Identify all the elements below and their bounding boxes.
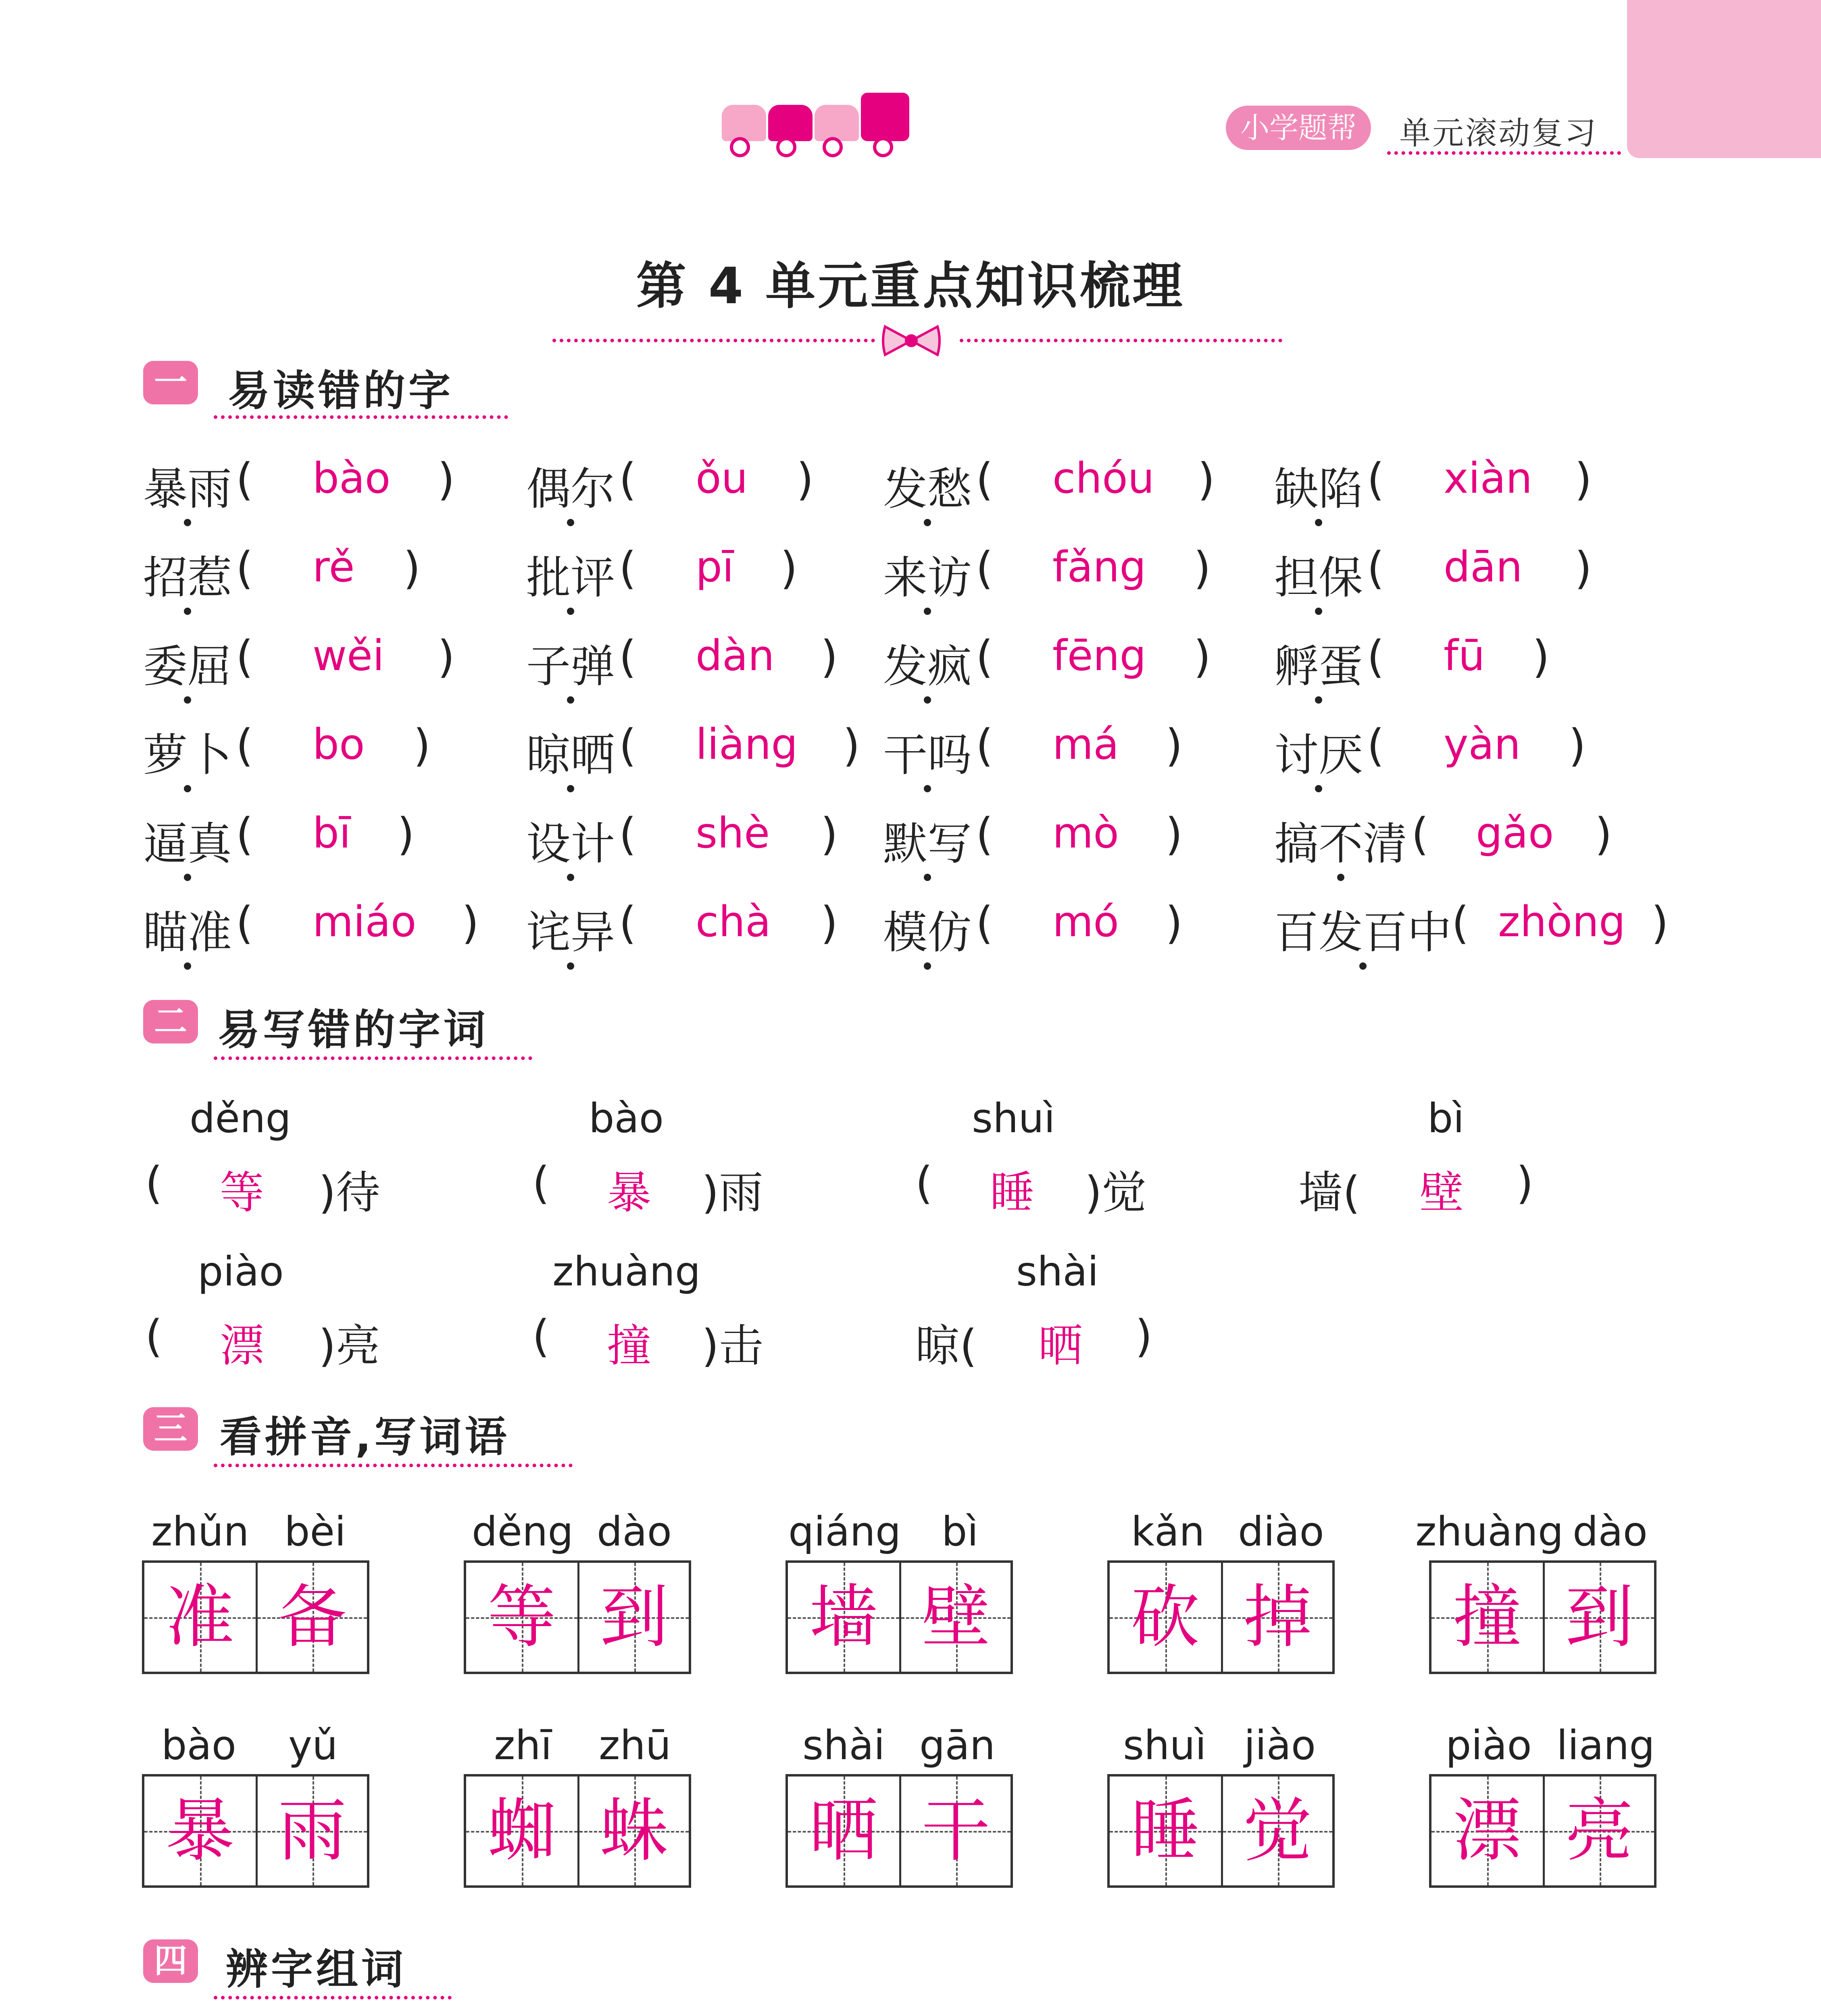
- writing-grid: 蜘 蛛: [464, 1774, 691, 1888]
- section-underline-1: [214, 415, 508, 419]
- section-underline-2: [214, 1056, 532, 1060]
- section-badge-4: 四: [143, 1939, 198, 1983]
- reading-word: 缺陷: [1274, 454, 1363, 517]
- writing-answer: 漂: [220, 1320, 264, 1372]
- writing-grid: 暴 雨: [142, 1774, 369, 1888]
- writing-grid: 漂 亮: [1429, 1774, 1656, 1888]
- writing-answer: 壁: [1419, 1167, 1464, 1218]
- reading-answer: chóu: [1052, 454, 1154, 503]
- section-badge-1: 一: [143, 361, 198, 404]
- reading-word: 偶尔: [526, 454, 615, 517]
- reading-word: 发愁: [883, 454, 972, 517]
- writing-grid: 晒 干: [785, 1774, 1013, 1888]
- section-title-2: 易写错的字词: [218, 1005, 489, 1054]
- section-title-1: 易读错的字: [228, 366, 454, 415]
- writing-grid: 撞 到: [1429, 1560, 1656, 1674]
- writing-answer: 暴: [607, 1167, 651, 1218]
- section-badge-2: 二: [143, 1000, 198, 1043]
- reading-answer: xiàn: [1444, 454, 1533, 503]
- brand-badge: 小学题帮: [1226, 106, 1371, 150]
- title-divider-left: [552, 339, 875, 342]
- section-badge-3: 三: [143, 1407, 198, 1451]
- train-icon: [722, 77, 891, 157]
- reading-word: 暴雨: [143, 454, 232, 517]
- reading-answer: ǒu: [696, 454, 748, 503]
- page-title: 第 4 单元重点知识梳理: [636, 257, 1185, 315]
- writing-answer: 等: [220, 1167, 264, 1218]
- writing-answer: 晒: [1038, 1320, 1083, 1372]
- section-underline-4: [214, 1996, 452, 1999]
- writing-grid: 墙 壁: [785, 1560, 1013, 1674]
- writing-grid: 砍 掉: [1107, 1560, 1335, 1674]
- series-title: 单元滚动复习: [1399, 115, 1598, 152]
- reading-answer: bào: [313, 454, 391, 503]
- writing-answer: 睡: [990, 1167, 1034, 1218]
- title-divider-right: [960, 339, 1282, 342]
- section-title-4: 辨字组词: [226, 1945, 407, 1994]
- header-divider: [1387, 151, 1621, 155]
- bow-icon: [881, 323, 942, 359]
- section-underline-3: [214, 1464, 573, 1467]
- writing-grid: 准 备: [142, 1560, 369, 1674]
- writing-grid: 睡 觉: [1107, 1774, 1335, 1888]
- writing-grid: 等 到: [464, 1560, 691, 1674]
- writing-answer: 撞: [607, 1320, 651, 1372]
- corner-decoration: [1627, 0, 1821, 158]
- section-title-3: 看拼音,写词语: [220, 1412, 510, 1462]
